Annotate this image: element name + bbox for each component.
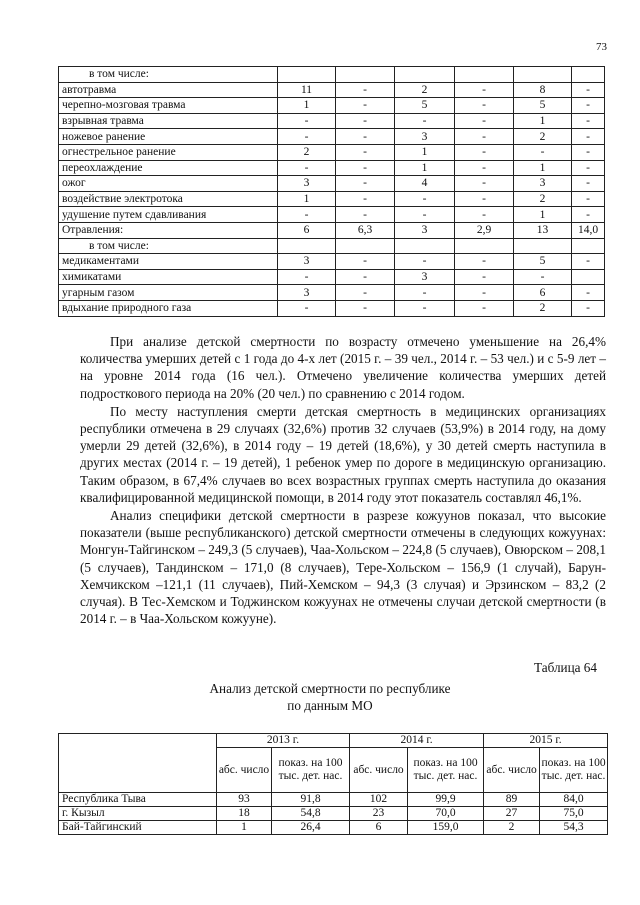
table-row <box>59 300 605 316</box>
row-label: в том числе: <box>59 238 278 254</box>
table-title: Анализ детской смертности по республике по данным МО <box>209 681 451 713</box>
row-label: угарным газом <box>59 285 278 301</box>
year-header: 2015 г. <box>484 734 608 748</box>
table-row <box>59 82 605 98</box>
table-cell: - <box>455 207 514 223</box>
table-cell: 3 <box>514 176 572 192</box>
row-label: медикаментами <box>59 254 278 270</box>
table-cell: 6,3 <box>336 222 395 238</box>
table-cell: - <box>395 191 455 207</box>
table-cell: 2 <box>484 821 540 835</box>
table-cell: - <box>572 113 605 129</box>
table-cell: 2 <box>395 82 455 98</box>
table-cell: 91,8 <box>272 793 350 807</box>
table-cell: - <box>455 113 514 129</box>
year-header: 2014 г. <box>350 734 484 748</box>
table-cell: 75,0 <box>540 807 608 821</box>
table-cell: - <box>395 254 455 270</box>
table-cell: 1 <box>395 144 455 160</box>
table-cell: - <box>572 207 605 223</box>
table-cell: 3 <box>395 129 455 145</box>
table-cell: 1 <box>514 207 572 223</box>
table-cell <box>336 238 395 254</box>
table-cell: 26,4 <box>272 821 350 835</box>
row-label: удушение путем сдавливания <box>59 207 278 223</box>
table-cell <box>455 67 514 83</box>
table-cell: 2 <box>514 191 572 207</box>
table-cell: 3 <box>395 222 455 238</box>
region-name: Республика Тыва <box>59 793 217 807</box>
region-name: г. Кызыл <box>59 807 217 821</box>
paragraph: По месту наступления смерти детская смертность в медицинских организациях республики отмечена в 29 случаях (32,6%) против 32 случаев (53,9%) в 2014 году, на дому умерли 29 детей (32,6%), в 2014 году – 19 детей (18,6%), у 30 детей смерть наступила в других местах (2014 г. – 19 детей), 1 ребенок умер по дороге в медицинскую организацию. Таким образом, в 67,4% случаев во всех возрастных группах смерть наступила до оказания квалифицированной медицинской помощи, в 2014 году этот показатель составлял 46,1%. <box>80 403 606 505</box>
table-cell: 1 <box>278 98 336 114</box>
table-cell: 159,0 <box>408 821 484 835</box>
regional-mortality-table <box>58 733 608 835</box>
table-row <box>59 98 605 114</box>
row-label: огнестрельное ранение <box>59 144 278 160</box>
table-row <box>59 807 608 821</box>
table-cell: 4 <box>395 176 455 192</box>
causes-table <box>58 66 605 317</box>
table-cell: - <box>336 160 395 176</box>
table-cell: 6 <box>278 222 336 238</box>
row-label: Отравления: <box>59 222 278 238</box>
row-label: в том числе: <box>59 67 278 83</box>
page-number: 73 <box>596 41 607 53</box>
table-cell <box>395 67 455 83</box>
table-cell: 3 <box>278 285 336 301</box>
table-cell: - <box>336 98 395 114</box>
table-cell: - <box>278 129 336 145</box>
table-cell <box>572 269 605 285</box>
table-cell: - <box>455 82 514 98</box>
table-cell: - <box>395 207 455 223</box>
table-row <box>59 238 605 254</box>
table-row <box>59 254 605 270</box>
row-label: ожог <box>59 176 278 192</box>
table-cell <box>514 67 572 83</box>
row-label: вдыхание природного газа <box>59 300 278 316</box>
table-cell: 1 <box>217 821 272 835</box>
table-cell: - <box>278 207 336 223</box>
row-label: черепно-мозговая травма <box>59 98 278 114</box>
table-cell: - <box>572 82 605 98</box>
table-cell <box>455 238 514 254</box>
table-cell: - <box>455 254 514 270</box>
paragraph: При анализе детской смертности по возрасту отмечено уменьшение на 26,4% количества умерших детей с 1 года до 4-х лет (2015 г. – 39 чел., 2014 г. – 53 чел.) и с 5-9 лет – на уровне 2014 года (16 чел.). Отмечено увеличение количества умерших детей подросткового периода на 20% (20 чел.) по сравнению с 2014 годом. <box>80 334 606 401</box>
table-row <box>59 191 605 207</box>
table-cell: 3 <box>278 254 336 270</box>
year-header: 2013 г. <box>217 734 350 748</box>
row-label: автотравма <box>59 82 278 98</box>
table-number: Таблица 64 <box>534 660 597 675</box>
table-cell: 2 <box>514 129 572 145</box>
table-cell: - <box>572 254 605 270</box>
table-cell: 2 <box>514 300 572 316</box>
table-cell: 5 <box>514 254 572 270</box>
table-row <box>59 821 608 835</box>
table-cell: 3 <box>278 176 336 192</box>
table-cell: 1 <box>514 113 572 129</box>
table-cell: - <box>572 98 605 114</box>
table-cell: - <box>455 160 514 176</box>
table-cell: 11 <box>278 82 336 98</box>
table-cell: - <box>336 176 395 192</box>
table-cell: 99,9 <box>408 793 484 807</box>
table-cell: - <box>455 191 514 207</box>
table-cell: 23 <box>350 807 408 821</box>
body-text <box>80 333 606 628</box>
abs-header: абс. число <box>484 748 540 793</box>
table-cell: - <box>278 269 336 285</box>
table-cell: - <box>395 285 455 301</box>
table-row <box>59 285 605 301</box>
table-row <box>59 269 605 285</box>
table-cell: - <box>278 160 336 176</box>
table-row <box>59 144 605 160</box>
table-cell: 13 <box>514 222 572 238</box>
table-cell: - <box>336 144 395 160</box>
table-cell: 89 <box>484 793 540 807</box>
row-label: взрывная травма <box>59 113 278 129</box>
table-cell: - <box>336 254 395 270</box>
table-cell: - <box>455 129 514 145</box>
table-cell: - <box>455 285 514 301</box>
rate-header: показ. на 100 тыс. дет. нас. <box>540 748 608 793</box>
table-cell: 54,8 <box>272 807 350 821</box>
table-cell: - <box>336 300 395 316</box>
table-cell: 5 <box>514 98 572 114</box>
table-cell <box>572 67 605 83</box>
row-label: химикатами <box>59 269 278 285</box>
table-cell: 1 <box>514 160 572 176</box>
table-cell: 8 <box>514 82 572 98</box>
table-cell: - <box>336 82 395 98</box>
table-cell: 1 <box>278 191 336 207</box>
paragraph: Анализ специфики детской смертности в разрезе кожуунов показал, что высокие показатели (выше республиканского) детской смертности отмечены в следующих кожуунах: Монгун-Тайгинском – 249,3 (5 случаев), Чаа-Хольском – 224,8 (5 случаев), Овюрском – 208,1 (5 случаев), Тандинском – 171,0 (8 случаев), Тере-Хольском – 156,9 (1 случай), Барун-Хемчикском –121,1 (11 случаев), Пий-Хемском – 94,3 (3 случая) и Эрзинском – 83,2 (2 случая). В Тес-Хемском и Тоджинском кожуунах не отмечены случаи детской смертности (в 2014 г. – в Чаа-Хольском кожууне). <box>80 508 606 627</box>
table-cell: - <box>572 191 605 207</box>
row-label: переохлаждение <box>59 160 278 176</box>
table-cell: - <box>572 176 605 192</box>
table-row <box>59 176 605 192</box>
table-cell: 1 <box>395 160 455 176</box>
table-cell <box>278 67 336 83</box>
table-cell: - <box>455 144 514 160</box>
abs-header: абс. число <box>217 748 272 793</box>
region-name: Бай-Тайгинский <box>59 821 217 835</box>
table-cell: 6 <box>514 285 572 301</box>
rate-header: показ. на 100 тыс. дет. нас. <box>408 748 484 793</box>
table-cell: - <box>572 160 605 176</box>
table-cell: 84,0 <box>540 793 608 807</box>
table-cell <box>572 238 605 254</box>
table-cell: - <box>455 269 514 285</box>
table-row <box>59 160 605 176</box>
table-cell: 6 <box>350 821 408 835</box>
table-cell: - <box>395 113 455 129</box>
table-cell <box>336 67 395 83</box>
table-row <box>59 129 605 145</box>
table-row <box>59 113 605 129</box>
table-cell: 93 <box>217 793 272 807</box>
table-row <box>59 222 605 238</box>
table-row <box>59 67 605 83</box>
table-cell <box>514 238 572 254</box>
table-cell: - <box>572 300 605 316</box>
table-cell: 18 <box>217 807 272 821</box>
table-cell: - <box>336 207 395 223</box>
table-cell: 27 <box>484 807 540 821</box>
table-row <box>59 207 605 223</box>
table-row <box>59 793 608 807</box>
table-cell: 3 <box>395 269 455 285</box>
table-cell: - <box>336 269 395 285</box>
table-cell: - <box>455 176 514 192</box>
table-cell: - <box>336 129 395 145</box>
table-cell: 5 <box>395 98 455 114</box>
table-cell: - <box>514 269 572 285</box>
abs-header: абс. число <box>350 748 408 793</box>
table-cell: - <box>336 191 395 207</box>
rate-header: показ. на 100 тыс. дет. нас. <box>272 748 350 793</box>
table-cell: 14,0 <box>572 222 605 238</box>
table-cell: - <box>336 285 395 301</box>
table-cell: 54,3 <box>540 821 608 835</box>
table-cell: 70,0 <box>408 807 484 821</box>
table-cell <box>278 238 336 254</box>
table-cell: - <box>572 129 605 145</box>
table-cell: - <box>455 98 514 114</box>
table-cell: - <box>278 113 336 129</box>
table-cell: - <box>336 113 395 129</box>
corner-cell <box>59 734 217 793</box>
year-header-row <box>59 734 608 748</box>
table-cell: 2,9 <box>455 222 514 238</box>
table-cell: - <box>572 285 605 301</box>
table-cell: - <box>514 144 572 160</box>
table-cell: - <box>395 300 455 316</box>
table-cell: 102 <box>350 793 408 807</box>
table-cell <box>395 238 455 254</box>
table-cell: - <box>572 144 605 160</box>
table-cell: 2 <box>278 144 336 160</box>
table-cell: - <box>455 300 514 316</box>
row-label: ножевое ранение <box>59 129 278 145</box>
row-label: воздействие электротока <box>59 191 278 207</box>
table-cell: - <box>278 300 336 316</box>
